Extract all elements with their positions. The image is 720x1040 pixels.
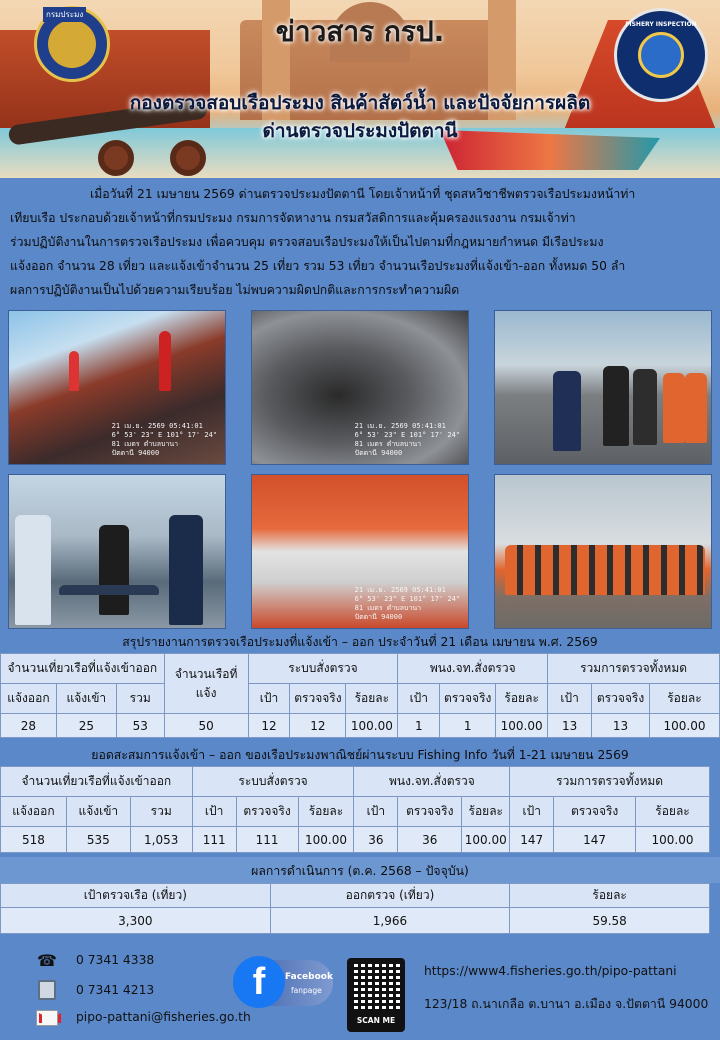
subheader-cell: รวม xyxy=(116,684,164,714)
table-cell: 535 xyxy=(66,827,130,853)
header-total: รวมการตรวจทั้งหมด xyxy=(510,767,710,797)
table-cell: 518 xyxy=(1,827,67,853)
table-cell: 13 xyxy=(548,714,592,738)
header-system: ระบบสั่งตรวจ xyxy=(192,767,354,797)
header-pnjt: พนง.จท.สั่งตรวจ xyxy=(398,654,548,684)
qr-code[interactable] xyxy=(347,958,405,1032)
report-line: แจ้งออก จำนวน 28 เที่ยว และแจ้งเข้าจำนวน 25 เที่ยว รวม 53 เที่ยว จำนวนเรือประมงที่แจ้งเข้า-ออก ทั้งหมด 50 ลำ xyxy=(10,259,626,273)
report-line: เทียบเรือ ประกอบด้วยเจ้าหน้าที่กรมประมง กรมการจัดหางาน กรมสวัสดิการและคุ้มครองแรงงาน กรมเจ้าท่า xyxy=(10,211,576,225)
report-line: ผลการปฏิบัติงานเป็นไปด้วยความเรียบร้อย ไม่พบความผิดปกติและการกระทำความผิด xyxy=(10,283,460,297)
photo-document-check xyxy=(8,474,226,629)
table-cell: 100.00 xyxy=(649,714,719,738)
table-cell: 100.00 xyxy=(346,714,398,738)
header-pnjt: พนง.จท.สั่งตรวจ xyxy=(354,767,510,797)
phone-icon: ☎ xyxy=(37,950,57,970)
photo-geo-stamp: 21 เม.ย. 2569 05:41:01 6° 53' 23" E 101° 17' 24" 81 เมตร ตำบลบานา ปัตตานี 94000 xyxy=(354,422,460,457)
photo-fishing-boat xyxy=(8,310,226,465)
subheader-cell: รวม xyxy=(130,797,192,827)
fax-icon xyxy=(38,980,56,1000)
table-cell: 100.00 xyxy=(462,827,510,853)
subheader-cell: เป้า xyxy=(354,797,398,827)
header-percent: ร้อยละ xyxy=(510,884,710,908)
subheader-cell: ร้อยละ xyxy=(636,797,710,827)
table-cell: 111 xyxy=(236,827,298,853)
table-cell: 100.00 xyxy=(298,827,354,853)
table-cell: 3,300 xyxy=(1,908,271,934)
subheader-cell: ตรวจจริง xyxy=(592,684,650,714)
table-cell: 12 xyxy=(248,714,290,738)
results-summary-table xyxy=(0,883,710,934)
table-cell: 36 xyxy=(354,827,398,853)
facebook-icon: f xyxy=(233,956,285,1008)
photo-inspection-team xyxy=(494,310,712,465)
subheader-cell: เป้า xyxy=(248,684,290,714)
subheader-cell: แจ้งออก xyxy=(1,797,67,827)
subheader-cell: เป้า xyxy=(398,684,440,714)
photo-crew-group xyxy=(494,474,712,629)
table-cell: 111 xyxy=(192,827,236,853)
header-trips: จำนวนเที่ยวเรือที่แจ้งเข้าออก xyxy=(1,767,193,797)
qr-scan-label: SCAN ME xyxy=(356,1016,396,1025)
email-address[interactable]: pipo-pattani@fisheries.go.th xyxy=(76,1010,251,1024)
photo-geo-stamp: 21 เม.ย. 2569 05:41:01 6° 53' 23" E 101° 17' 24" 81 เมตร ตำบลบานา ปัตตานี 94000 xyxy=(354,586,460,621)
facebook-sublabel: fanpage xyxy=(291,986,322,995)
photo-geo-stamp: 21 เม.ย. 2569 05:41:01 6° 53' 23" E 101° 17' 24" 81 เมตร ตำบลบานา ปัตตานี 94000 xyxy=(111,422,217,457)
facebook-fanpage-button[interactable] xyxy=(233,960,333,1006)
email-icon xyxy=(36,1010,58,1026)
table1-caption: สรุปรายงานการตรวจเรือประมงที่แจ้งเข้า – ออก ประจำวันที่ 21 เดือน เมษายน พ.ศ. 2569 xyxy=(122,635,598,649)
report-line: ร่วมปฏิบัติงานในการตรวจเรือประมง เพื่อควบคุม ตรวจสอบเรือประมงให้เป็นไปตามที่กฎหมายกำหนด มีเรือประมง xyxy=(10,235,604,249)
table-cell: 1,966 xyxy=(270,908,510,934)
report-paragraph xyxy=(10,182,710,302)
subheader-cell: ตรวจจริง xyxy=(398,797,462,827)
table3-caption: ผลการดำเนินการ (ต.ค. 2568 – ปัจจุบัน) xyxy=(251,864,469,878)
logo-left-text: กรมประมง xyxy=(43,7,86,22)
photo-fish-hold xyxy=(251,474,469,629)
subheader-cell: ตรวจจริง xyxy=(236,797,298,827)
table-cell: 1,053 xyxy=(130,827,192,853)
table-cell: 147 xyxy=(510,827,554,853)
qr-code-pattern xyxy=(351,962,401,1012)
header-total: รวมการตรวจทั้งหมด xyxy=(548,654,720,684)
subheader-cell: เป้า xyxy=(548,684,592,714)
subheader-cell: ร้อยละ xyxy=(346,684,398,714)
header-banner xyxy=(0,0,720,178)
table2-caption: ยอดสะสมการแจ้งเข้า – ออก ของเรือประมงพาณิชย์ผ่านระบบ Fishing Info วันที่ 1-21 เมษายน 2569 xyxy=(91,748,629,762)
fax-number[interactable]: 0 7341 4213 xyxy=(76,983,155,997)
header-trips: จำนวนเที่ยวเรือที่แจ้งเข้าออก xyxy=(1,654,165,684)
subheader-cell: ตรวจจริง xyxy=(440,684,496,714)
header-inspected-trips: ออกตรวจ (เที่ยว) xyxy=(270,884,510,908)
subheader-cell: เป้า xyxy=(192,797,236,827)
subheader-cell: เป้า xyxy=(510,797,554,827)
table-cell: 147 xyxy=(554,827,636,853)
page-subtitle-division: กองตรวจสอบเรือประมง สินค้าสัตว์น้ำ และปัจจัยการผลิต xyxy=(129,92,591,114)
page-subtitle-checkpoint: ด่านตรวจประมงปัตตานี xyxy=(262,120,458,142)
table-cell: 28 xyxy=(1,714,57,738)
table-cell: 25 xyxy=(56,714,116,738)
subheader-cell: แจ้งออก xyxy=(1,684,57,714)
header-system: ระบบสั่งตรวจ xyxy=(248,654,398,684)
photo-fishing-net xyxy=(251,310,469,465)
header-boats: จำนวนเรือที่แจ้ง xyxy=(164,654,248,714)
table-cell: 1 xyxy=(440,714,496,738)
subheader-cell: แจ้งเข้า xyxy=(56,684,116,714)
subheader-cell: แจ้งเข้า xyxy=(66,797,130,827)
table-cell: 1 xyxy=(398,714,440,738)
subheader-cell: ร้อยละ xyxy=(462,797,510,827)
logo-right-text: FISHERY INSPECTION xyxy=(625,21,697,28)
office-address: 123/18 ถ.นาเกลือ ต.บานา อ.เมือง จ.ปัตตานี 94000 xyxy=(424,997,709,1011)
facebook-label: Facebook xyxy=(285,972,333,982)
header-target-trips: เป้าตรวจเรือ (เที่ยว) xyxy=(1,884,271,908)
website-link[interactable]: https://www4.fisheries.go.th/pipo-pattani xyxy=(424,964,677,978)
table-cell: 100.00 xyxy=(496,714,548,738)
subheader-cell: ร้อยละ xyxy=(649,684,719,714)
table-cell: 13 xyxy=(592,714,650,738)
table-cell: 53 xyxy=(116,714,164,738)
report-line: เมื่อวันที่ 21 เมษายน 2569 ด่านตรวจประมงปัตตานี โดยเจ้าหน้าที่ ชุดสหวิชาชีพตรวจเรือประมงหน้าท่า xyxy=(90,187,636,201)
table-cell: 59.58 xyxy=(510,908,710,934)
subheader-cell: ร้อยละ xyxy=(496,684,548,714)
table-cell: 36 xyxy=(398,827,462,853)
phone-number[interactable]: 0 7341 4338 xyxy=(76,953,155,967)
table-cell: 100.00 xyxy=(636,827,710,853)
cumulative-fishing-info-table xyxy=(0,766,710,853)
subheader-cell: ตรวจจริง xyxy=(290,684,346,714)
subheader-cell: ตรวจจริง xyxy=(554,797,636,827)
daily-inspection-table xyxy=(0,653,720,738)
page-title: ข่าวสาร กรป. xyxy=(275,15,445,48)
subheader-cell: ร้อยละ xyxy=(298,797,354,827)
table-cell: 12 xyxy=(290,714,346,738)
table-cell: 50 xyxy=(164,714,248,738)
